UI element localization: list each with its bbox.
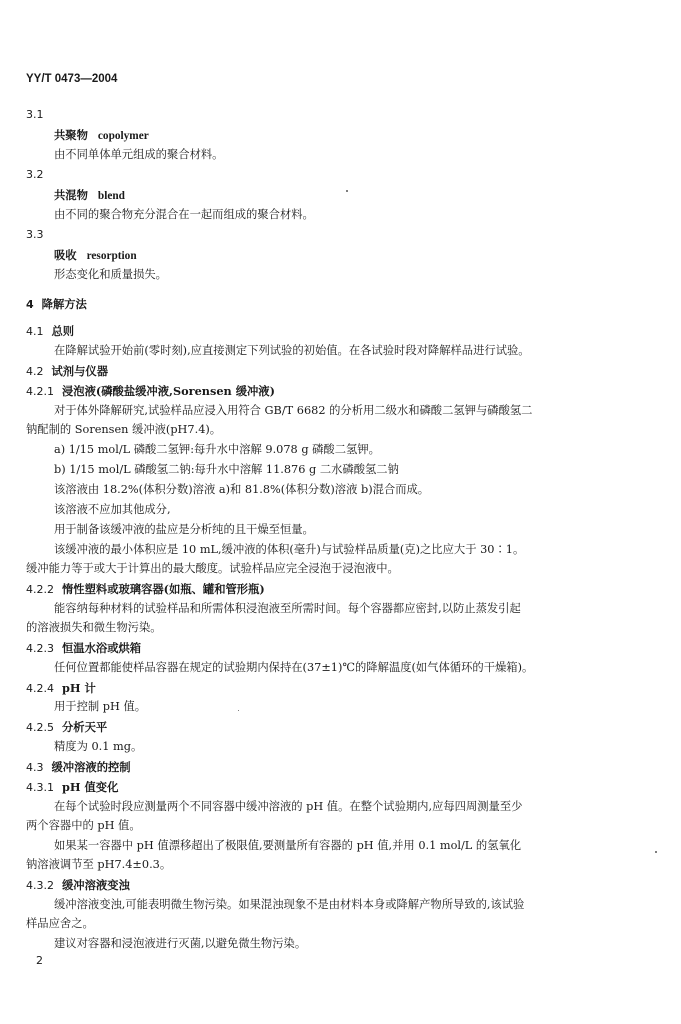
paragraph-line: 该溶液不应加其他成分, — [54, 503, 171, 516]
section-4-2-1-heading — [26, 384, 275, 399]
section-4-3-heading — [26, 760, 131, 775]
section-title: 分析天平 — [62, 720, 108, 734]
section-number: 4.1 — [26, 325, 44, 338]
section-number: 4.2.5 — [26, 721, 54, 734]
term-en: copolymer — [97, 130, 149, 142]
clause-3-3-term — [54, 248, 137, 263]
section-number: 4.2.4 — [26, 682, 54, 695]
term-cn: 吸收 — [54, 248, 77, 262]
section-title: 惰性塑料或玻璃容器(如瓶、罐和管形瓶) — [62, 582, 265, 596]
section-title: 试剂与仪器 — [51, 364, 108, 378]
section-number: 4 — [26, 298, 34, 311]
section-number: 4.2 — [26, 365, 44, 378]
clause-3-1-number: 3.1 — [26, 108, 44, 121]
section-number: 4.2.3 — [26, 642, 54, 655]
section-4-2-2-heading — [26, 582, 265, 597]
paragraph-line: 样品应舍之。 — [26, 917, 94, 930]
section-number: 4.3 — [26, 761, 44, 774]
paragraph-line: 如果某一容器中 pH 值漂移超出了极限值,要测量所有容器的 pH 值,并用 0.1 mol/L 的氢氧化 — [54, 839, 522, 852]
section-title: 总则 — [51, 324, 75, 338]
paragraph-line: 在每个试验时段应测量两个不同容器中缓冲溶液的 pH 值。在整个试验期内,应每四周测量至少 — [54, 800, 523, 813]
section-title: 恒温水浴或烘箱 — [62, 641, 142, 655]
section-4-heading — [26, 297, 87, 312]
section-number: 4.2.2 — [26, 583, 54, 596]
section-4-1-heading — [26, 324, 74, 339]
page-number: 2 — [36, 954, 43, 967]
section-title: 浸泡液(磷酸盐缓冲液,Sorensen 缓冲液) — [62, 384, 275, 398]
paragraph-line: 能容纳每种材料的试验样品和所需体积浸泡液至所需时间。每个容器都应密封,以防止蒸发引起 — [54, 602, 521, 615]
section-number: 4.3.2 — [26, 879, 54, 892]
paragraph-line: 钠配制的 Sorensen 缓冲液(pH7.4)。 — [26, 423, 222, 436]
list-item-a: a) 1/15 mol/L 磷酸二氢钾:每升水中溶解 9.078 g 磷酸二氢钾。 — [54, 443, 380, 456]
paragraph-line: 对于体外降解研究,试验样品应浸入用符合 GB/T 6682 的分析用二级水和磷酸二氢钾与磷酸氢二 — [54, 404, 533, 417]
paragraph-line: 的溶液损失和微生物污染。 — [26, 621, 162, 634]
paragraph-line: 钠溶液调节至 pH7.4±0.3。 — [26, 858, 172, 871]
section-title: 降解方法 — [41, 297, 87, 311]
paragraph-line: 缓冲能力等于或大于计算出的最大酸度。试验样品应完全浸泡于浸泡液中。 — [26, 562, 399, 575]
section-4-3-1-heading — [26, 780, 118, 795]
clause-3-3-definition: 形态变化和质量损失。 — [54, 268, 167, 281]
term-cn: 共混物 — [54, 188, 88, 202]
clause-3-3-number: 3.3 — [26, 228, 44, 241]
clause-3-1-term — [54, 128, 149, 143]
section-title: 缓冲溶液的控制 — [51, 760, 131, 774]
section-number: 4.3.1 — [26, 781, 54, 794]
section-title: pH 值变化 — [62, 780, 119, 794]
paragraph-line: 建议对容器和浸泡液进行灭菌,以避免微生物污染。 — [54, 937, 307, 950]
scan-speck — [346, 190, 348, 192]
section-4-2-5-heading — [26, 720, 107, 735]
term-cn: 共聚物 — [54, 128, 88, 142]
paragraph-line: 该溶液由 18.2%(体积分数)溶液 a)和 81.8%(体积分数)溶液 b)混合而成。 — [54, 483, 430, 496]
section-number: 4.2.1 — [26, 385, 54, 398]
section-title: pH 计 — [62, 681, 96, 695]
term-en: blend — [97, 190, 125, 202]
term-en: resorption — [86, 250, 137, 262]
paragraph-line: 缓冲溶液变浊,可能表明微生物污染。如果混浊现象不是由材料本身或降解产物所导致的,该试验 — [54, 898, 525, 911]
paragraph-line: 该缓冲液的最小体积应是 10 mL,缓冲液的体积(毫升)与试验样品质量(克)之比应大于 30∶1。 — [54, 543, 525, 556]
clause-3-2-number: 3.2 — [26, 168, 44, 181]
scan-speck — [655, 851, 657, 853]
section-4-2-4-body: 用于控制 pH 值。 — [54, 700, 147, 713]
section-title: 缓冲溶液变浊 — [62, 878, 130, 892]
paragraph-line: 用于制备该缓冲液的盐应是分析纯的且干燥至恒量。 — [54, 523, 314, 536]
section-4-2-5-body: 精度为 0.1 mg。 — [54, 740, 143, 753]
paragraph-line: 两个容器中的 pH 值。 — [26, 819, 141, 832]
list-item-b: b) 1/15 mol/L 磷酸氢二钠:每升水中溶解 11.876 g 二水磷酸氢二钠 — [54, 463, 399, 476]
section-4-3-2-heading — [26, 878, 130, 893]
section-4-2-heading — [26, 364, 108, 379]
section-4-2-4-heading — [26, 681, 96, 696]
section-4-1-body: 在降解试验开始前(零时刻),应直接测定下列试验的初始值。在各试验时段对降解样品进行试验。 — [54, 344, 530, 357]
section-4-2-3-heading — [26, 641, 141, 656]
clause-3-2-definition: 由不同的聚合物充分混合在一起而组成的聚合材料。 — [54, 208, 314, 221]
standard-code: YY/T 0473—2004 — [26, 73, 118, 85]
clause-3-1-definition: 由不同单体单元组成的聚合材料。 — [54, 148, 224, 161]
clause-3-2-term — [54, 188, 125, 203]
scan-speck — [238, 710, 239, 711]
section-4-2-3-body: 任何位置都能使样品容器在规定的试验期内保持在(37±1)℃的降解温度(如气体循环的干燥箱)。 — [54, 661, 534, 674]
